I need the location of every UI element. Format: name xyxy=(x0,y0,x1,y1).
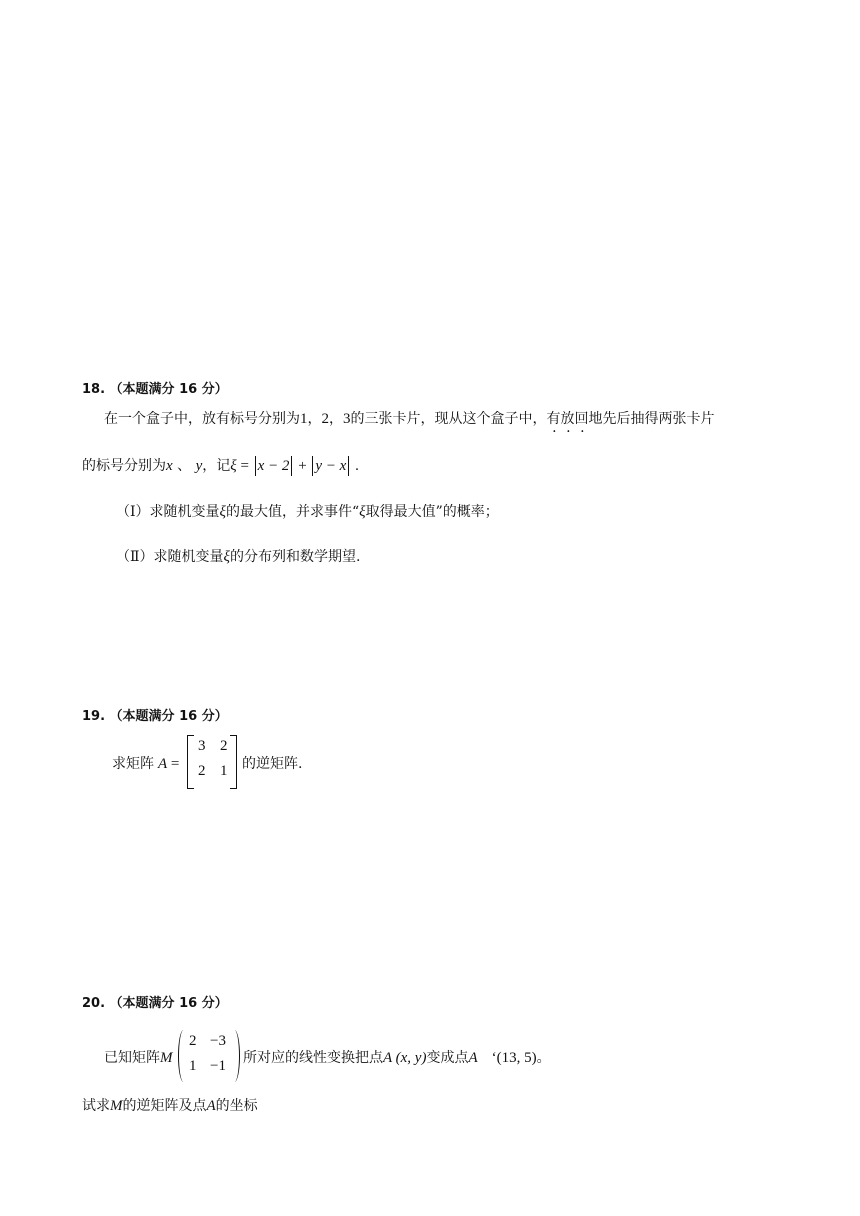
q19-prefix xyxy=(112,753,179,773)
q20-text: 已知矩阵 xyxy=(104,1050,160,1066)
var-xi: ξ xyxy=(223,549,230,565)
paren-right xyxy=(229,1030,240,1082)
q18-line1 xyxy=(104,408,715,428)
q18-text: ，记 xyxy=(202,458,231,474)
q20-prefix xyxy=(104,1047,173,1067)
equals: = xyxy=(236,458,253,474)
var-M: M xyxy=(110,1098,123,1114)
q18-text: 取得最大值”的概率； xyxy=(365,504,499,520)
var-A: A xyxy=(206,1098,216,1114)
var-y: y xyxy=(195,458,203,474)
matrix-cell: 1 xyxy=(189,1058,197,1074)
q18-heading: 18. （本题满分 16 分） xyxy=(82,382,228,397)
q20-heading: 20. （本题满分 16 分） xyxy=(82,996,228,1011)
point-A: A (x, y) xyxy=(383,1050,427,1066)
matrix-cell: 2 xyxy=(189,1033,197,1049)
abs-bar xyxy=(291,456,292,476)
q20-text: 的逆矩阵及点 xyxy=(122,1098,207,1114)
q19-heading: 19. （本题满分 16 分） xyxy=(82,709,228,724)
var-M: M xyxy=(160,1050,173,1066)
q20-mid xyxy=(243,1047,551,1067)
var-xi: ξ xyxy=(230,458,237,474)
q18-line2 xyxy=(82,455,359,476)
equals: = xyxy=(167,756,180,772)
point-coords: ‘(13, 5) xyxy=(491,1050,537,1066)
q19-text: 求矩阵 xyxy=(112,756,154,772)
var-A: A xyxy=(158,756,168,772)
q18-text: 地先后抽得两张卡片 xyxy=(588,411,715,427)
period: . xyxy=(351,458,359,474)
q18-text: 的最大值，并求事件“ xyxy=(225,504,360,520)
q18-text: 的三张卡片，现从这个盒子中， xyxy=(350,411,547,427)
matrix-cell: 2 xyxy=(220,738,228,754)
q18-text: （Ⅱ）求随机变量 xyxy=(116,549,224,565)
q20-text: 所对应的线性变换把点 xyxy=(243,1050,383,1066)
sep: ， xyxy=(307,411,322,427)
q20-end: 。 xyxy=(536,1050,551,1066)
matrix-cell: −3 xyxy=(210,1033,226,1049)
dun: 、 xyxy=(172,458,196,474)
abs-expr-2: y − x xyxy=(315,458,347,474)
num-3: 3 xyxy=(343,411,351,427)
emphasis-char: 回 xyxy=(574,411,589,427)
q20-text: 的坐标 xyxy=(215,1098,258,1114)
q18-text: 的标号分别为 xyxy=(82,458,166,474)
point-A-prime: A xyxy=(468,1050,478,1066)
q20-line2 xyxy=(82,1095,258,1115)
var-x: x xyxy=(166,458,173,474)
matrix-A xyxy=(187,735,237,787)
sep: ， xyxy=(329,411,343,427)
bracket-left xyxy=(187,735,194,789)
matrix-cell: −1 xyxy=(210,1058,226,1074)
var-xi: ξ xyxy=(359,504,366,520)
paren-left xyxy=(178,1030,189,1082)
plus: + xyxy=(294,458,311,474)
var-xi: ξ xyxy=(219,504,226,520)
matrix-M xyxy=(178,1030,240,1082)
abs-bar xyxy=(312,456,313,476)
matrix-cell: 2 xyxy=(198,763,206,779)
q18-part2 xyxy=(116,546,360,566)
q18-text: 的分布列和数学期望. xyxy=(229,549,361,565)
q18-text: 在一个盒子中，放有标号分别为 xyxy=(104,411,300,427)
matrix-cell: 1 xyxy=(220,763,228,779)
q20-text: 变成点 xyxy=(426,1050,469,1066)
q18-part1 xyxy=(116,501,499,521)
q19-suffix: 的逆矩阵. xyxy=(242,756,303,772)
q18-text: （Ⅰ）求随机变量 xyxy=(116,504,220,520)
matrix-cell: 3 xyxy=(198,738,206,754)
bracket-right xyxy=(230,735,237,789)
abs-bar xyxy=(255,456,256,476)
abs-expr-1: x − 2 xyxy=(257,458,290,474)
emphasis-char: 放 xyxy=(560,411,575,427)
emphasis-char: 有 xyxy=(546,411,561,427)
num-2: 2 xyxy=(321,411,329,427)
q20-text: 试求 xyxy=(82,1098,110,1114)
abs-bar xyxy=(348,456,349,476)
num-1: 1 xyxy=(300,411,308,427)
